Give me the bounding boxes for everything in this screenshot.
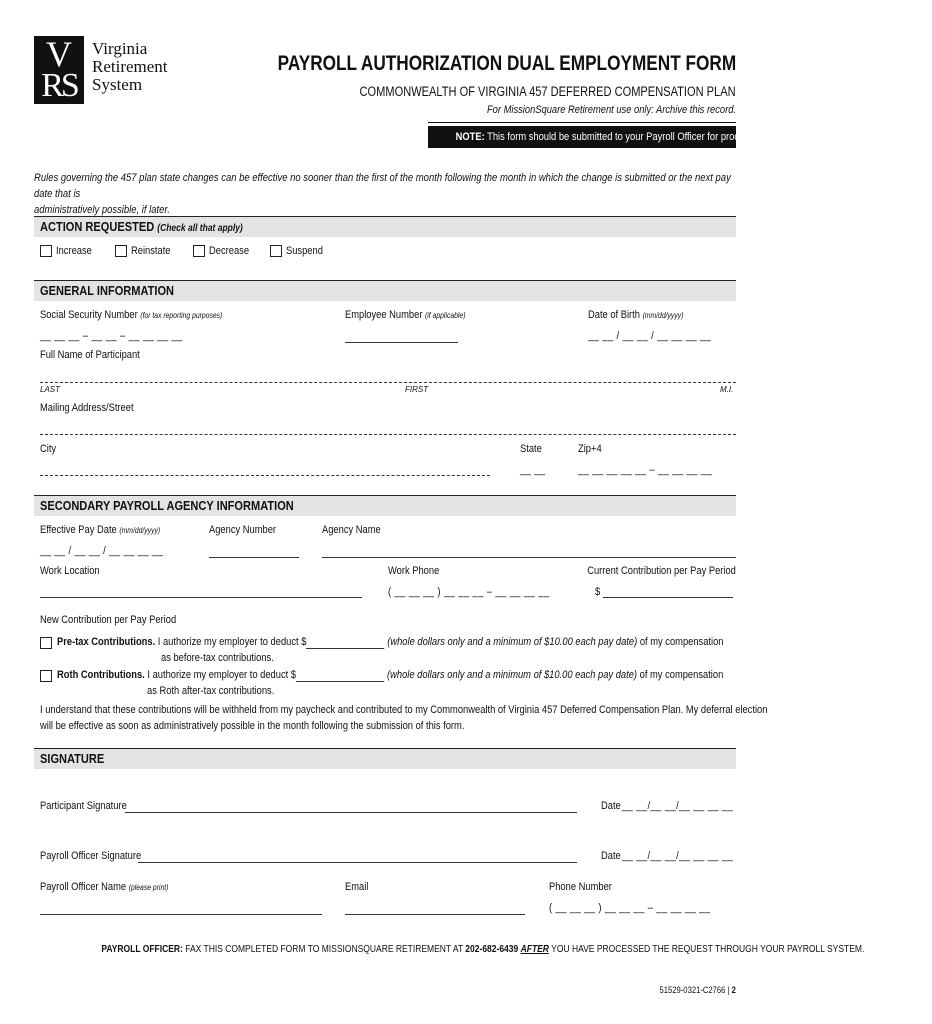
agency-name-field[interactable]: [322, 557, 736, 558]
officer-phone-label: Phone Number: [549, 881, 612, 893]
middle-initial-caption: M.I.: [720, 385, 734, 394]
note-text: This form should be submitted to your Payroll Officer for processing.: [484, 131, 769, 143]
officer-signature-field[interactable]: [138, 862, 577, 863]
footer-label: PAYROLL OFFICER:: [101, 944, 183, 955]
participant-date-field[interactable]: __ __/__ __/__ __ __ __: [622, 800, 734, 812]
officer-signature-label: Payroll Officer Signature: [40, 850, 142, 862]
city-label: City: [40, 443, 57, 455]
signature-heading: SIGNATURE: [40, 751, 105, 766]
roth-end: of my compensation: [637, 669, 724, 681]
dob-field[interactable]: __ __ / __ __ / __ __ __ __: [588, 330, 712, 342]
rules-text-line-2: administratively possible, if later.: [34, 204, 170, 216]
logo-line-2: Retirement: [92, 57, 168, 76]
understand-line-2: will be effective as soon as administratively possible in the month following the submission of this form.: [40, 720, 465, 732]
pretax-title: Pre-tax Contributions.: [57, 636, 156, 648]
option-suspend-label: Suspend: [286, 245, 323, 257]
full-name-label: Full Name of Participant: [40, 349, 140, 361]
checkbox-reinstate[interactable]: [115, 245, 127, 257]
last-name-caption: LAST: [40, 385, 61, 394]
roth-text: I authorize my employer to deduct $: [144, 669, 297, 681]
checkbox-suspend[interactable]: [270, 245, 282, 257]
employee-number-label-group: [345, 309, 465, 321]
state-label: State: [520, 443, 542, 455]
dob-label: Date of Birth: [588, 309, 640, 321]
work-phone-field[interactable]: ( __ __ __ ) __ __ __ – __ __ __ __: [388, 586, 550, 598]
form-title: PAYROLL AUTHORIZATION DUAL EMPLOYMENT FORM: [277, 52, 736, 75]
effective-pay-date-field[interactable]: __ __ / __ __ / __ __ __ __: [40, 545, 164, 557]
logo-wordmark: [92, 40, 168, 94]
roth-note: (whole dollars only and a minimum of $10.00 each pay date): [384, 669, 638, 681]
officer-phone-field[interactable]: ( __ __ __ ) __ __ __ – __ __ __ __: [549, 902, 711, 914]
checkbox-pretax[interactable]: [40, 637, 52, 649]
page-number: 2: [731, 985, 736, 995]
employee-number-label: Employee Number: [345, 309, 423, 321]
current-contribution-label: Current Contribution per Pay Period: [587, 565, 736, 577]
participant-signature-field[interactable]: [125, 812, 577, 813]
officer-name-label: Payroll Officer Name: [40, 881, 127, 893]
officer-date-label: Date: [601, 850, 621, 862]
checkbox-increase[interactable]: [40, 245, 52, 257]
header-rule: [428, 122, 736, 123]
note-label: NOTE:: [455, 131, 485, 143]
form-code: 51529-0321-C2766: [659, 985, 726, 995]
action-heading-note: (Check all that apply): [157, 223, 243, 234]
zip-field[interactable]: __ __ __ __ __ – __ __ __ __: [578, 464, 713, 476]
secondary-heading: SECONDARY PAYROLL AGENCY INFORMATION: [40, 498, 294, 513]
option-reinstate-label: Reinstate: [131, 245, 171, 257]
logo-line-1: Virginia: [92, 39, 148, 58]
current-contribution-dollar: $: [595, 586, 601, 598]
agency-number-field[interactable]: [209, 557, 299, 558]
zip-label: Zip+4: [578, 443, 602, 455]
vrs-logo-mark: [34, 36, 84, 104]
action-heading: ACTION REQUESTED: [40, 219, 155, 234]
logo-letter-v: V: [46, 34, 72, 74]
work-phone-label: Work Phone: [388, 565, 440, 577]
page-code: [660, 985, 736, 995]
payroll-officer-fax-note: [34, 944, 865, 955]
pretax-amount-field[interactable]: [306, 636, 384, 649]
understand-line-1: I understand that these contributions will be withheld from my paycheck and contributed to my Commonwealth of Virginia 457 Deferred Compensation Plan. My deferral election: [40, 704, 768, 716]
email-field[interactable]: [345, 914, 525, 915]
mailing-address-label: Mailing Address/Street: [40, 402, 134, 414]
officer-name-note: (please print): [128, 883, 169, 892]
effective-pay-date-label: Effective Pay Date: [40, 524, 117, 536]
first-name-caption: FIRST: [405, 385, 429, 394]
form-subtitle: COMMONWEALTH OF VIRGINIA 457 DEFERRED COMPENSATION PLAN: [359, 84, 736, 99]
state-field[interactable]: __ __: [520, 464, 546, 476]
ssn-label: Social Security Number: [40, 309, 138, 321]
officer-date-field[interactable]: __ __/__ __/__ __ __ __: [622, 850, 734, 862]
work-location-field[interactable]: [40, 597, 362, 598]
note-bar: [428, 126, 769, 148]
logo-letters-rs: RS: [41, 67, 77, 104]
roth-line-2: as Roth after-tax contributions.: [147, 685, 275, 697]
participant-signature-label: Participant Signature: [40, 800, 127, 812]
city-field[interactable]: [40, 475, 490, 476]
dob-note: (mm/dd/yyyy): [642, 311, 684, 320]
checkbox-decrease[interactable]: [193, 245, 205, 257]
archive-note: For MissionSquare Retirement use only: Archive this record.: [486, 104, 736, 116]
fax-number: 202-682-6439: [465, 944, 519, 955]
new-contribution-label: New Contribution per Pay Period: [40, 614, 177, 626]
dob-label-group: [588, 309, 683, 321]
footer-text-2: YOU HAVE PROCESSED THE REQUEST THROUGH YOUR PAYROLL SYSTEM.: [548, 944, 865, 955]
ssn-label-group: [40, 309, 222, 321]
page-separator: |: [725, 985, 732, 995]
pretax-note: (whole dollars only and a minimum of $10.00 each pay date): [384, 636, 638, 648]
rules-text-line-1: Rules governing the 457 plan state changes can be effective no sooner than the first of the month following the month in which the change is submitted or the next pay date that is: [34, 172, 731, 200]
agency-number-label: Agency Number: [209, 524, 277, 536]
current-contribution-field[interactable]: [603, 597, 733, 598]
roth-amount-field[interactable]: [296, 669, 384, 682]
general-heading: GENERAL INFORMATION: [40, 283, 175, 298]
mailing-address-field[interactable]: [40, 434, 736, 435]
rules-text: [34, 170, 736, 218]
employee-number-note: (if applicable): [425, 311, 466, 320]
logo-line-3: System: [92, 75, 143, 94]
pretax-line-2: as before-tax contributions.: [161, 652, 274, 664]
checkbox-roth[interactable]: [40, 670, 52, 682]
employee-number-field[interactable]: [345, 342, 458, 343]
pretax-line: [57, 636, 724, 649]
footer-text-1: FAX THIS COMPLETED FORM TO MISSIONSQUARE RETIREMENT AT: [182, 944, 466, 955]
effective-pay-date-label-group: [40, 524, 160, 536]
agency-name-label: Agency Name: [322, 524, 381, 536]
officer-name-label-group: [40, 881, 168, 893]
roth-title: Roth Contributions.: [57, 669, 145, 681]
roth-line: [57, 669, 723, 682]
full-name-field[interactable]: [40, 382, 736, 383]
option-increase-label: Increase: [56, 245, 92, 257]
officer-name-field[interactable]: [40, 914, 322, 915]
footer-after: AFTER: [520, 944, 549, 955]
option-decrease-label: Decrease: [209, 245, 250, 257]
pretax-text: I authorize my employer to deduct $: [155, 636, 307, 648]
email-label: Email: [345, 881, 369, 893]
effective-pay-date-note: (mm/dd/yyyy): [119, 526, 161, 535]
secondary-agency-section: [34, 495, 736, 516]
action-requested-section: [34, 216, 736, 237]
ssn-note: (for tax reporting purposes): [140, 311, 223, 320]
signature-section: [34, 748, 736, 769]
work-location-label: Work Location: [40, 565, 100, 577]
ssn-field[interactable]: __ __ __ – __ __ – __ __ __ __: [40, 330, 183, 342]
general-information-section: [34, 280, 736, 301]
pretax-end: of my compensation: [637, 636, 724, 648]
participant-date-label: Date: [601, 800, 621, 812]
